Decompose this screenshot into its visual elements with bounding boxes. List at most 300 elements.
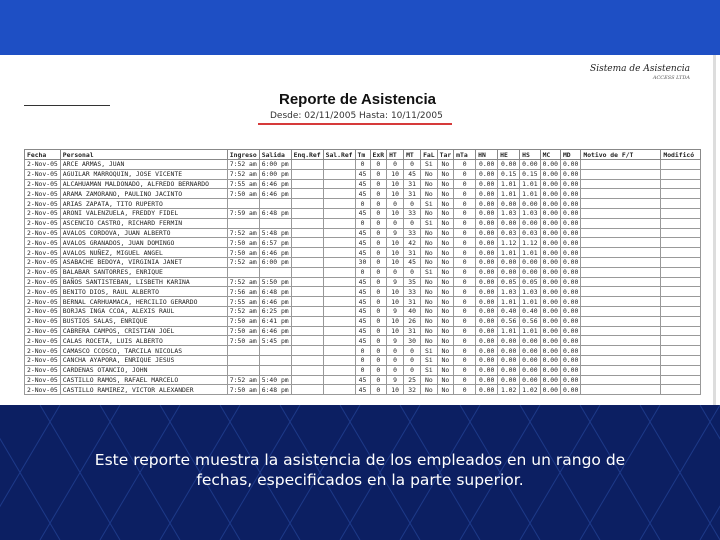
table-cell: 0 bbox=[370, 189, 387, 199]
table-cell bbox=[581, 199, 661, 209]
table-cell: BENITO DIOS, RAUL ALBERTO bbox=[60, 287, 227, 297]
table-cell bbox=[323, 346, 355, 356]
caption-panel bbox=[0, 405, 720, 540]
table-cell: 1.02 bbox=[498, 385, 520, 395]
table-cell bbox=[227, 199, 259, 209]
table-cell: No bbox=[421, 385, 438, 395]
table-cell: 0 bbox=[370, 297, 387, 307]
report-document bbox=[0, 55, 720, 405]
table-cell: 1.03 bbox=[520, 287, 540, 297]
table-cell bbox=[259, 365, 291, 375]
table-cell: No bbox=[421, 248, 438, 258]
table-cell bbox=[581, 257, 661, 267]
table-cell: 0 bbox=[404, 199, 421, 209]
table-cell: No bbox=[421, 257, 438, 267]
table-cell: Si bbox=[421, 267, 438, 277]
table-cell: 0.00 bbox=[560, 160, 580, 170]
table-cell: 0 bbox=[454, 199, 476, 209]
column-header: Enq.Ref bbox=[291, 150, 323, 160]
table-cell: 6:46 pm bbox=[259, 326, 291, 336]
table-cell: No bbox=[437, 306, 454, 316]
table-cell bbox=[661, 257, 701, 267]
table-cell bbox=[323, 355, 355, 365]
table-cell: BUSTIOS SALAS, ENRIQUE bbox=[60, 316, 227, 326]
table-cell: 2-Nov-05 bbox=[25, 238, 61, 248]
table-cell: 0 bbox=[454, 297, 476, 307]
table-cell bbox=[291, 248, 323, 258]
table-cell: 10 bbox=[387, 248, 404, 258]
table-cell bbox=[323, 238, 355, 248]
table-cell: Si bbox=[421, 365, 438, 375]
table-cell: 0.00 bbox=[540, 316, 560, 326]
table-cell: 1.01 bbox=[498, 179, 520, 189]
table-cell: 0.00 bbox=[560, 306, 580, 316]
table-cell bbox=[581, 277, 661, 287]
table-cell: 7:55 am bbox=[227, 179, 259, 189]
brand-header bbox=[590, 64, 690, 81]
table-cell: 0.00 bbox=[560, 267, 580, 277]
table-cell: No bbox=[437, 385, 454, 395]
table-cell bbox=[581, 355, 661, 365]
table-cell bbox=[661, 267, 701, 277]
table-cell: 1.01 bbox=[498, 326, 520, 336]
table-cell: 10 bbox=[387, 385, 404, 395]
table-cell: 0 bbox=[355, 160, 370, 170]
table-cell: 0.00 bbox=[476, 336, 498, 346]
table-cell: 0 bbox=[355, 346, 370, 356]
table-cell: 2-Nov-05 bbox=[25, 375, 61, 385]
table-cell bbox=[291, 316, 323, 326]
table-cell: 26 bbox=[404, 316, 421, 326]
table-cell: 45 bbox=[355, 336, 370, 346]
table-cell: 0.00 bbox=[560, 385, 580, 395]
table-cell: 7:52 am bbox=[227, 169, 259, 179]
table-cell: 0.00 bbox=[540, 385, 560, 395]
table-cell: 0.00 bbox=[520, 267, 540, 277]
table-cell: 32 bbox=[404, 385, 421, 395]
table-cell: 0 bbox=[370, 169, 387, 179]
table-row bbox=[25, 218, 701, 228]
table-cell: 0 bbox=[454, 385, 476, 395]
table-cell: 0.00 bbox=[540, 238, 560, 248]
table-cell: 0 bbox=[370, 316, 387, 326]
table-cell: 0.00 bbox=[520, 375, 540, 385]
table-cell: 0.00 bbox=[476, 385, 498, 395]
table-cell bbox=[581, 326, 661, 336]
table-cell: 0 bbox=[404, 267, 421, 277]
table-cell: 0 bbox=[454, 248, 476, 258]
table-cell: 0 bbox=[355, 355, 370, 365]
table-cell: No bbox=[437, 228, 454, 238]
report-title: Reporte de Asistencia bbox=[279, 91, 436, 108]
table-cell: 0.00 bbox=[560, 297, 580, 307]
table-cell bbox=[323, 267, 355, 277]
table-row bbox=[25, 199, 701, 209]
table-cell: 0.00 bbox=[560, 346, 580, 356]
table-row bbox=[25, 238, 701, 248]
table-row bbox=[25, 326, 701, 336]
table-cell: No bbox=[437, 189, 454, 199]
table-cell: BALABAR SANTORRES, ENRIQUE bbox=[60, 267, 227, 277]
table-cell: 0 bbox=[370, 199, 387, 209]
table-cell bbox=[581, 306, 661, 316]
table-cell: 0 bbox=[454, 375, 476, 385]
table-cell: 0 bbox=[355, 365, 370, 375]
table-body bbox=[25, 160, 701, 395]
table-cell: 0.00 bbox=[476, 316, 498, 326]
table-cell: CASTILLO RAMOS, RAFAEL MARCELO bbox=[60, 375, 227, 385]
caption-text bbox=[0, 450, 720, 490]
table-cell: 2-Nov-05 bbox=[25, 179, 61, 189]
table-cell: 0.00 bbox=[498, 365, 520, 375]
table-cell bbox=[661, 297, 701, 307]
table-cell: 0.00 bbox=[520, 199, 540, 209]
table-cell: 1.02 bbox=[520, 385, 540, 395]
table-cell bbox=[291, 228, 323, 238]
table-cell: No bbox=[437, 336, 454, 346]
table-cell: 0.00 bbox=[476, 169, 498, 179]
table-cell: 1.01 bbox=[498, 189, 520, 199]
table-cell bbox=[661, 238, 701, 248]
table-cell: CAMASCO CCOSCO, TARCILA NICOLAS bbox=[60, 346, 227, 356]
table-cell bbox=[291, 326, 323, 336]
table-cell: Si bbox=[421, 160, 438, 170]
table-cell: 1.01 bbox=[520, 179, 540, 189]
table-cell: 45 bbox=[355, 297, 370, 307]
table-row bbox=[25, 336, 701, 346]
table-cell: 7:50 am bbox=[227, 248, 259, 258]
table-cell bbox=[661, 248, 701, 258]
table-cell bbox=[291, 375, 323, 385]
table-cell bbox=[259, 218, 291, 228]
table-cell: 7:50 am bbox=[227, 385, 259, 395]
table-cell: 0.00 bbox=[560, 326, 580, 336]
table-row bbox=[25, 208, 701, 218]
table-cell: 0.00 bbox=[476, 306, 498, 316]
table-cell bbox=[291, 385, 323, 395]
table-cell bbox=[291, 346, 323, 356]
table-cell bbox=[291, 179, 323, 189]
table-row bbox=[25, 297, 701, 307]
table-row bbox=[25, 257, 701, 267]
table-cell bbox=[323, 365, 355, 375]
table-cell: 31 bbox=[404, 179, 421, 189]
table-cell: 33 bbox=[404, 228, 421, 238]
table-cell: 0 bbox=[387, 199, 404, 209]
table-cell: No bbox=[421, 306, 438, 316]
table-cell: 0 bbox=[370, 228, 387, 238]
table-cell: 0 bbox=[355, 267, 370, 277]
table-cell: 0.00 bbox=[476, 287, 498, 297]
table-row bbox=[25, 355, 701, 365]
table-cell: 0.00 bbox=[476, 189, 498, 199]
table-cell: 0 bbox=[370, 385, 387, 395]
table-cell: 1.03 bbox=[498, 287, 520, 297]
table-cell: No bbox=[437, 199, 454, 209]
table-cell: 45 bbox=[355, 277, 370, 287]
table-cell: 0 bbox=[454, 306, 476, 316]
table-cell bbox=[227, 346, 259, 356]
table-cell bbox=[581, 287, 661, 297]
table-cell: No bbox=[421, 238, 438, 248]
table-cell: 0 bbox=[370, 365, 387, 375]
table-cell bbox=[259, 267, 291, 277]
column-header: MC bbox=[540, 150, 560, 160]
table-cell: 0.00 bbox=[520, 346, 540, 356]
table-cell: 0.00 bbox=[560, 316, 580, 326]
table-cell: 6:46 pm bbox=[259, 179, 291, 189]
table-cell bbox=[323, 287, 355, 297]
table-row bbox=[25, 375, 701, 385]
table-cell: 0 bbox=[370, 287, 387, 297]
table-cell: 0.00 bbox=[560, 336, 580, 346]
table-cell bbox=[581, 169, 661, 179]
table-row bbox=[25, 160, 701, 170]
column-header: ExR bbox=[370, 150, 387, 160]
table-cell: No bbox=[421, 179, 438, 189]
table-cell: 0 bbox=[370, 336, 387, 346]
table-cell bbox=[291, 355, 323, 365]
table-cell: 0.00 bbox=[520, 336, 540, 346]
table-cell: No bbox=[421, 228, 438, 238]
table-cell: 6:57 pm bbox=[259, 238, 291, 248]
table-cell: No bbox=[421, 326, 438, 336]
table-cell: AVALOS GRANADOS, JUAN DOMINGO bbox=[60, 238, 227, 248]
table-cell: 1.01 bbox=[520, 189, 540, 199]
table-cell: BAÑOS SANTISTEBAN, LISBETH KARINA bbox=[60, 277, 227, 287]
column-header: MT bbox=[404, 150, 421, 160]
table-cell: 2-Nov-05 bbox=[25, 336, 61, 346]
table-cell: 10 bbox=[387, 287, 404, 297]
table-cell: 0 bbox=[370, 160, 387, 170]
table-cell bbox=[291, 365, 323, 375]
brand-subtitle: ACCESS LTDA bbox=[652, 75, 690, 81]
table-cell: 6:00 pm bbox=[259, 160, 291, 170]
table-cell: 0 bbox=[454, 326, 476, 336]
table-cell: No bbox=[437, 169, 454, 179]
table-cell: CABRERA CAMPOS, CRISTIAN JOEL bbox=[60, 326, 227, 336]
table-cell: Si bbox=[421, 199, 438, 209]
table-cell: 1.12 bbox=[498, 238, 520, 248]
table-cell bbox=[227, 355, 259, 365]
table-cell bbox=[661, 346, 701, 356]
table-cell: 6:00 pm bbox=[259, 169, 291, 179]
table-cell bbox=[259, 346, 291, 356]
table-cell: 0 bbox=[370, 277, 387, 287]
table-cell bbox=[291, 218, 323, 228]
table-cell: No bbox=[421, 287, 438, 297]
table-cell: 0.05 bbox=[520, 277, 540, 287]
column-header: MD bbox=[560, 150, 580, 160]
table-cell: 0 bbox=[404, 160, 421, 170]
table-cell: 2-Nov-05 bbox=[25, 316, 61, 326]
table-cell: 0 bbox=[454, 355, 476, 365]
table-cell: 0 bbox=[387, 355, 404, 365]
table-cell: 2-Nov-05 bbox=[25, 385, 61, 395]
table-cell bbox=[323, 385, 355, 395]
column-header: Modificó bbox=[661, 150, 701, 160]
table-cell: No bbox=[437, 375, 454, 385]
table-cell: 0 bbox=[404, 355, 421, 365]
table-cell: 42 bbox=[404, 238, 421, 248]
table-cell bbox=[661, 336, 701, 346]
table-cell: No bbox=[437, 208, 454, 218]
table-cell: 0.00 bbox=[540, 346, 560, 356]
table-cell: 0 bbox=[454, 346, 476, 356]
table-cell: AGUILAR MARROQUIN, JOSE VICENTE bbox=[60, 169, 227, 179]
table-cell: 0 bbox=[370, 257, 387, 267]
table-cell bbox=[581, 248, 661, 258]
table-cell: CASTILLO RAMIREZ, VICTOR ALEXANDER bbox=[60, 385, 227, 395]
table-cell bbox=[661, 306, 701, 316]
table-cell: 6:41 pm bbox=[259, 316, 291, 326]
table-cell: No bbox=[437, 287, 454, 297]
table-cell: 0.00 bbox=[476, 375, 498, 385]
table-cell: 9 bbox=[387, 375, 404, 385]
table-cell: 0.00 bbox=[540, 179, 560, 189]
table-row bbox=[25, 316, 701, 326]
table-cell bbox=[291, 287, 323, 297]
report-date-range: Desde: 02/11/2005 Hasta: 10/11/2005 bbox=[270, 111, 443, 121]
table-cell: 0.00 bbox=[540, 297, 560, 307]
table-cell: 0.00 bbox=[540, 169, 560, 179]
column-header: HS bbox=[520, 150, 540, 160]
table-cell: 31 bbox=[404, 248, 421, 258]
table-cell bbox=[227, 218, 259, 228]
table-cell bbox=[323, 277, 355, 287]
brand-name: Sistema de Asistencia bbox=[590, 64, 690, 74]
table-cell: No bbox=[437, 297, 454, 307]
table-cell bbox=[227, 365, 259, 375]
table-cell bbox=[661, 218, 701, 228]
table-cell: 0.00 bbox=[560, 199, 580, 209]
column-header: FaL bbox=[421, 150, 438, 160]
table-cell: 2-Nov-05 bbox=[25, 228, 61, 238]
table-cell: 5:48 pm bbox=[259, 228, 291, 238]
table-cell: 0 bbox=[454, 316, 476, 326]
table-cell: 0.00 bbox=[560, 248, 580, 258]
table-cell bbox=[323, 169, 355, 179]
table-cell: 7:52 am bbox=[227, 160, 259, 170]
table-cell bbox=[291, 238, 323, 248]
table-cell: 0.00 bbox=[540, 365, 560, 375]
table-cell: 25 bbox=[404, 375, 421, 385]
table-cell: 0 bbox=[454, 208, 476, 218]
table-cell: 0 bbox=[370, 248, 387, 258]
table-cell: 45 bbox=[355, 189, 370, 199]
table-cell: 0.00 bbox=[476, 346, 498, 356]
table-cell bbox=[291, 267, 323, 277]
table-cell: 2-Nov-05 bbox=[25, 169, 61, 179]
table-cell: No bbox=[437, 277, 454, 287]
table-cell: 6:48 pm bbox=[259, 385, 291, 395]
table-cell bbox=[323, 208, 355, 218]
table-cell: 0.00 bbox=[476, 199, 498, 209]
table-cell bbox=[661, 179, 701, 189]
table-cell: 0 bbox=[370, 179, 387, 189]
table-cell: Si bbox=[421, 218, 438, 228]
table-cell bbox=[581, 375, 661, 385]
table-cell: ARIAS ZAPATA, TITO RUPERTO bbox=[60, 199, 227, 209]
table-cell: 2-Nov-05 bbox=[25, 287, 61, 297]
table-cell: ASABACHE BEDOYA, VIRGINIA JANET bbox=[60, 257, 227, 267]
table-cell: 0 bbox=[387, 218, 404, 228]
table-cell: 0 bbox=[370, 238, 387, 248]
table-cell: 0.56 bbox=[520, 316, 540, 326]
table-row bbox=[25, 169, 701, 179]
table-cell bbox=[581, 365, 661, 375]
table-cell: 0.00 bbox=[560, 355, 580, 365]
table-cell: 35 bbox=[404, 277, 421, 287]
table-cell: BORJAS INGA CCOA, ALEXIS RAUL bbox=[60, 306, 227, 316]
table-cell: 0 bbox=[454, 277, 476, 287]
table-cell: 6:46 pm bbox=[259, 297, 291, 307]
caption-line-1: Este reporte muestra la asistencia de los empleados en un rango de bbox=[94, 451, 626, 469]
table-cell: 6:46 pm bbox=[259, 248, 291, 258]
table-cell: 45 bbox=[355, 306, 370, 316]
table-cell: 0 bbox=[370, 218, 387, 228]
table-cell bbox=[661, 189, 701, 199]
table-cell: 0.00 bbox=[560, 179, 580, 189]
table-cell: 0.40 bbox=[498, 306, 520, 316]
table-cell: 6:48 pm bbox=[259, 287, 291, 297]
table-cell: 0.00 bbox=[540, 326, 560, 336]
table-cell bbox=[291, 297, 323, 307]
table-cell bbox=[581, 189, 661, 199]
table-cell: 0.00 bbox=[540, 375, 560, 385]
table-row bbox=[25, 287, 701, 297]
table-cell: 0.00 bbox=[520, 365, 540, 375]
column-header: Salida bbox=[259, 150, 291, 160]
table-cell: 0 bbox=[370, 208, 387, 218]
table-cell bbox=[581, 218, 661, 228]
table-cell: 0 bbox=[370, 346, 387, 356]
table-cell: 1.01 bbox=[498, 297, 520, 307]
table-cell bbox=[581, 208, 661, 218]
table-cell: 0.00 bbox=[498, 160, 520, 170]
table-cell: No bbox=[437, 326, 454, 336]
table-cell: 0.00 bbox=[498, 355, 520, 365]
table-cell: No bbox=[421, 336, 438, 346]
table-cell: No bbox=[421, 169, 438, 179]
table-cell: 7:52 am bbox=[227, 277, 259, 287]
column-header: HN bbox=[476, 150, 498, 160]
table-cell: 0 bbox=[404, 218, 421, 228]
table-cell: 2-Nov-05 bbox=[25, 208, 61, 218]
table-cell: 0.00 bbox=[520, 257, 540, 267]
table-cell: No bbox=[437, 355, 454, 365]
table-cell: 2-Nov-05 bbox=[25, 189, 61, 199]
attendance-table bbox=[24, 149, 701, 395]
table-cell bbox=[323, 160, 355, 170]
table-cell: No bbox=[421, 297, 438, 307]
table-cell: Si bbox=[421, 346, 438, 356]
table-cell bbox=[581, 336, 661, 346]
table-cell: 0 bbox=[387, 160, 404, 170]
table-cell: ARCE ARMAS, JUAN bbox=[60, 160, 227, 170]
table-cell bbox=[291, 189, 323, 199]
table-cell: 0 bbox=[370, 375, 387, 385]
table-cell: 0.00 bbox=[476, 277, 498, 287]
table-cell: 0.00 bbox=[560, 218, 580, 228]
table-cell: 0 bbox=[370, 355, 387, 365]
table-cell: 0.00 bbox=[476, 326, 498, 336]
table-cell: 9 bbox=[387, 336, 404, 346]
table-cell: 5:50 pm bbox=[259, 277, 291, 287]
table-cell: 0.00 bbox=[540, 355, 560, 365]
table-cell: 6:25 pm bbox=[259, 306, 291, 316]
table-cell: 9 bbox=[387, 306, 404, 316]
